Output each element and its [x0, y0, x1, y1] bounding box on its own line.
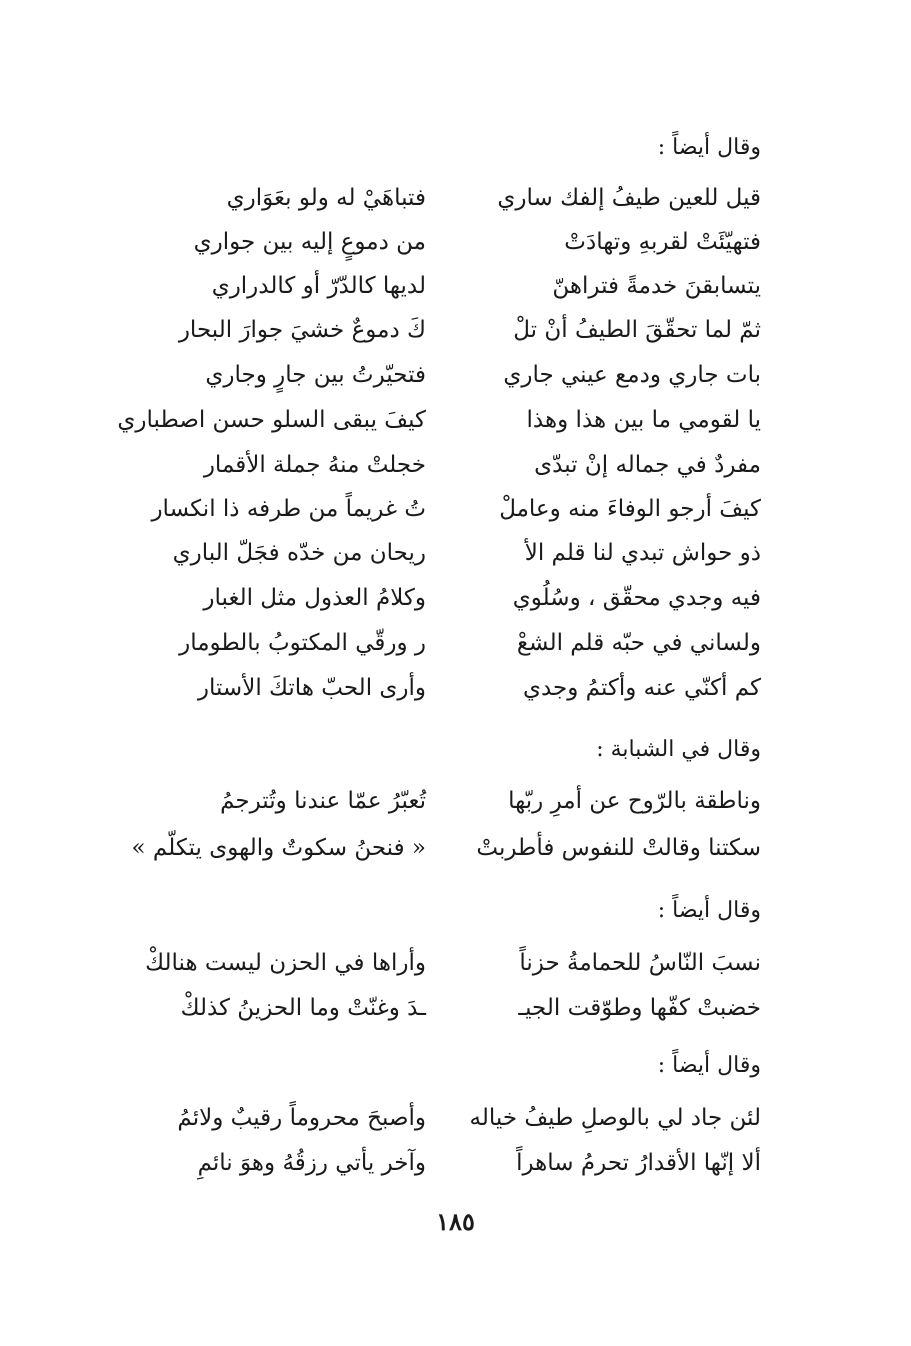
second-hemistich: ر ورقّي المكتوبُ بالطومار [179, 630, 426, 656]
first-hemistich: قيل للعين طيفُ إلفك ساري [497, 185, 761, 211]
second-hemistich: وكلامُ العذول مثل الغبار [203, 585, 426, 611]
first-hemistich: سكتنا وقالتْ للنفوس فأطربتْ [476, 835, 761, 861]
second-hemistich: كَ دموعٌ خشيَ جوارَ البحار [178, 317, 426, 343]
first-hemistich: ألا إنّها الأقدارُ تحرمُ ساهراً [516, 1150, 761, 1176]
second-hemistich: فتحيّرتُ بين جارٍ وجاري [205, 362, 426, 388]
first-hemistich: لئن جاد لي بالوصلِ طيفُ خياله [469, 1105, 761, 1131]
second-hemistich: فتباهَيْ له ولو بعَوَاري [226, 185, 426, 211]
first-hemistich: كيفَ أرجو الوفاءَ منه وعاملْ [499, 496, 761, 522]
second-hemistich: ريحان من خدّه فجَلّ الباري [172, 540, 426, 566]
first-hemistich: نسبَ النّاسُ للحمامةُ حزناً [519, 950, 761, 976]
first-hemistich: فيه وجدي محقّق ، وسُلُوي [512, 585, 761, 611]
second-hemistich: خجلتْ منهُ جملة الأقمار [203, 452, 426, 478]
first-hemistich: بات جاري ودمع عيني جاري [503, 362, 761, 388]
second-hemistich: لديها كالدّرّ أو كالدراري [211, 273, 426, 299]
section-3-intro: وقال أيضاً : [657, 898, 761, 923]
second-hemistich: تُعبّرُ عمّا عندنا وتُترجمُ [220, 788, 426, 814]
second-hemistich: وأصبحَ محروماً رقيبٌ ولائمُ [177, 1105, 426, 1131]
section-1-intro: وقال أيضاً : [657, 135, 761, 160]
second-hemistich: وآخر يأتي رزقُهُ وهوَ نائمِ [197, 1150, 426, 1176]
first-hemistich: كم أكنّي عنه وأكتمُ وجدي [522, 675, 761, 701]
page-number: ١٨٥ [436, 1207, 475, 1236]
second-hemistich: وأرى الحبّ هاتكَ الأستار [197, 675, 426, 701]
second-hemistich: وأراها في الحزن ليست هنالكْ [145, 950, 426, 976]
first-hemistich: يا لقومي ما بين هذا وهذا [526, 407, 761, 433]
first-hemistich: ولساني في حبّه قلم الشعْ [516, 630, 761, 656]
section-2-intro: وقال في الشبابة : [596, 737, 761, 762]
first-hemistich: خضبتْ كفّها وطوّقت الجيـ [518, 995, 761, 1021]
second-hemistich: ـدَ وغنّتْ وما الحزينُ كذلكْ [180, 995, 426, 1021]
second-hemistich: من دموعٍ إليه بين جواري [193, 229, 426, 255]
first-hemistich: ثمّ لما تحقّقَ الطيفُ أنْ تلْ [513, 317, 761, 343]
first-hemistich: ذو حواش تبدي لنا قلم الأ [524, 540, 761, 566]
second-hemistich: « فنحنُ سكوتٌ والهوى يتكلّم » [131, 835, 426, 861]
first-hemistich: يتسابقنَ خدمةً فتراهنّ [552, 273, 761, 299]
section-4-intro: وقال أيضاً : [657, 1053, 761, 1078]
second-hemistich: تُ غريماً من طرفه ذا انكسار [151, 496, 426, 522]
first-hemistich: فتهيّئَتْ لقربهِ وتهادَتْ [564, 229, 761, 255]
first-hemistich: وناطقة بالرّوح عن أمرِ ربّها [508, 788, 761, 814]
first-hemistich: مفردٌ في جماله إنْ تبدّى [534, 452, 761, 478]
second-hemistich: كيفَ يبقى السلو حسن اصطباري [117, 407, 426, 433]
